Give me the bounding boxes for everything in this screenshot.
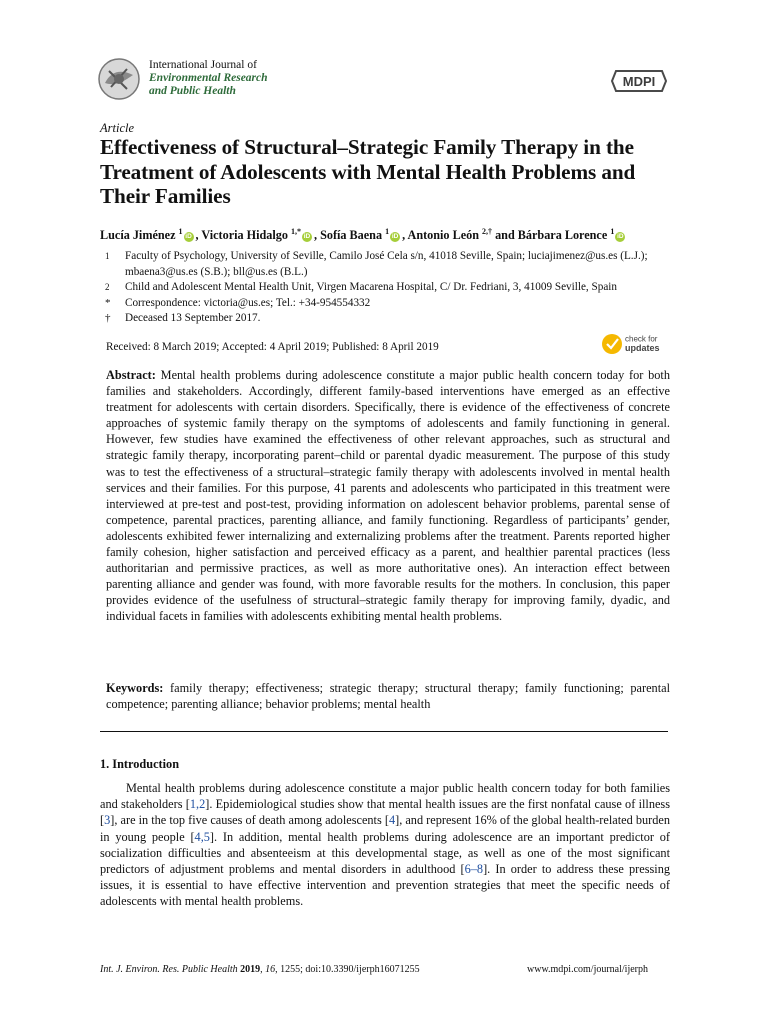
citation-link[interactable]: 4,5 (194, 829, 210, 844)
body-text: ]. In order to address these pressing issues, it is essential to have effective intervention and prevention strategies that meet the specific needs of adolescents with mental health problems. (100, 862, 670, 909)
author-name[interactable]: Victoria Hidalgo (201, 228, 288, 243)
author-affil-mark: 1,* (291, 227, 301, 236)
author-name[interactable]: Sofía Baena (320, 228, 383, 243)
author-name[interactable]: Lucía Jiménez (100, 228, 176, 243)
section-heading: 1. Introduction (100, 757, 180, 771)
body-text: ], and represent 16% of the global health-related burden in young people [ (100, 813, 670, 844)
body-text: ], are in the top five causes of death among adolescents [ (110, 813, 389, 828)
publication-dates: Received: 8 March 2019; Accepted: 4 April 2019; Published: 8 April 2019 (106, 341, 439, 353)
affiliation-item (100, 311, 700, 327)
affiliation-mark: * (105, 296, 111, 309)
section-divider (100, 731, 668, 732)
affiliation-item (100, 280, 700, 296)
check-for-updates-badge[interactable] (601, 332, 671, 356)
orcid-icon[interactable]: iD (391, 233, 399, 241)
footer-journal-url[interactable]: www.mdpi.com/journal/ijerph (527, 964, 648, 975)
author-name[interactable]: Bárbara Lorence (517, 228, 608, 243)
footer-citation: Int. J. Environ. Res. Public Health 2019, 16, 1255; doi:10.3390/ijerph16071255 (100, 964, 420, 975)
abstract (106, 367, 670, 625)
journal-logo (97, 57, 141, 101)
keywords-text: family therapy; effectiveness; strategic therapy; structural therapy; family functioning; parental competence; parenting alliance; behavior problems; mental health (106, 681, 670, 712)
body-text: ]. In addition, mental health problems during adolescence are an important predictor of socialization difficulties and absenteeism at this developmental stage, as well as one of the most significant predictors of adjustment problems and mental disorders in adulthood [ (100, 829, 670, 877)
orcid-icon[interactable]: iD (303, 233, 311, 241)
affiliation-mark: 2 (105, 282, 110, 292)
journal-name-line1: International Journal of (149, 59, 257, 71)
journal-name-line3: and Public Health (149, 85, 236, 97)
affiliation-mark: † (105, 312, 111, 324)
footer-year: 2019 (240, 964, 261, 975)
affiliation-mark: 1 (105, 251, 110, 261)
author-affil-mark: 1 (610, 227, 615, 236)
affiliation-text: Correspondence: victoria@us.es; Tel.: +34-954554332 (125, 296, 371, 309)
affiliation-text: Deceased 13 September 2017. (125, 312, 261, 324)
body-text: ]. Epidemiological studies show that mental health issues are the first nonfatal cause of illness [ (100, 797, 670, 828)
citation-link[interactable]: 6–8 (464, 862, 484, 877)
author-affil-mark: 1 (385, 227, 390, 236)
author-affil-mark: 2,† (482, 227, 493, 236)
footer-journal: Int. J. Environ. Res. Public Health (100, 964, 238, 975)
mdpi-logo-text: MDPI (622, 74, 656, 89)
check-updates-line2: updates (625, 343, 660, 353)
article-type: Article (100, 121, 135, 135)
keywords-label: Keywords: (106, 681, 164, 695)
mdpi-logo (610, 67, 668, 95)
authors-conjunction: and (495, 228, 515, 243)
orcid-icon[interactable]: iD (617, 233, 624, 241)
keywords (106, 680, 670, 712)
citation-link[interactable]: 4 (388, 813, 396, 828)
affiliation-item (100, 296, 700, 312)
footer-volume: 16 (265, 964, 276, 975)
affiliation-text: Faculty of Psychology, University of Seville, Camilo José Cela s/n, 41018 Seville, Spain; luciajimenez@us.es (L.J.); mbaena3@us.es (S.B.); bll@us.es (B.L.) (125, 250, 648, 278)
check-updates-line1: check for (625, 334, 658, 344)
author-list: Lucía Jiménez $^1$iD , Victoria Hidalgo $^{1,*}$iD , Sofía Baena $^1$iD , Antonio León $^{2,\dagger}$ and Bárbara Lorence $^1$iD (100, 227, 624, 243)
introduction-paragraph (100, 780, 670, 910)
journal-name-line2: Environmental Research (149, 72, 268, 84)
affiliations (100, 249, 700, 327)
body-text: Mental health problems during adolescence constitute a major public health concern today for both families and stakeholders [ (100, 781, 670, 812)
affiliation-item (100, 249, 700, 280)
abstract-text: Mental health problems during adolescence constitute a major public health concern today for both families and stakeholders. Accordingly, different family-based interventions have emerged as an effective treatment for adolescents with certain disorders. Specifically, there is evidence of the effectiveness of concrete approaches of systemic family therapy on the symptoms of adolescents and family functioning in general. However, few studies have examined the effectiveness of other relevant approaches, such as structural and strategic family therapy, incorporating parent–child or parental dyadic measurement. The purpose of this study was to test the effectiveness of a structural–strategic family therapy with adolescents involved in mental health services and their families. For this purpose, 41 parents and adolescents who participated in this treatment were interviewed at pre-test and post-test, providing information on adolescent behavior problems, parental sense of competence, parental practices, parenting alliance, and family functioning. Regardless of participants’ gender, adolescents exhibited fewer internalizing and externalizing problems after the treatment. Parents reported higher family cohesion, higher satisfaction and perceived efficacy as a parent, and healthier parental practices (less authoritarian and permissive practices, as well as more authoritative ones). An interaction effect between parenting alliance and gender was found, with more favorable results for the mothers. In conclusion, this paper provides evidence of the usefulness of structural–strategic family therapy for improving family, dyadic, and individual facets in families with adolescents exhibiting mental health problems. (106, 368, 670, 624)
author-name[interactable]: Antonio León (407, 228, 479, 243)
citation-link[interactable]: 1,2 (189, 797, 206, 812)
abstract-label: Abstract: (106, 368, 156, 382)
author-affil-mark: 1 (178, 227, 183, 236)
orcid-icon[interactable]: iD (185, 233, 192, 241)
journal-name (149, 59, 268, 98)
affiliation-text: Child and Adolescent Mental Health Unit, Virgen Macarena Hospital, C/ Dr. Fedriani, 3, 41009 Seville, Spain (125, 281, 618, 293)
citation-link[interactable]: 3 (104, 813, 111, 828)
article-title: Effectiveness of Structural–Strategic Family Therapy in the Treatment of Adolescents with Mental Health Problems and Their Families (100, 135, 636, 208)
footer-doi[interactable]: , 1255; doi:10.3390/ijerph16071255 (275, 964, 420, 975)
